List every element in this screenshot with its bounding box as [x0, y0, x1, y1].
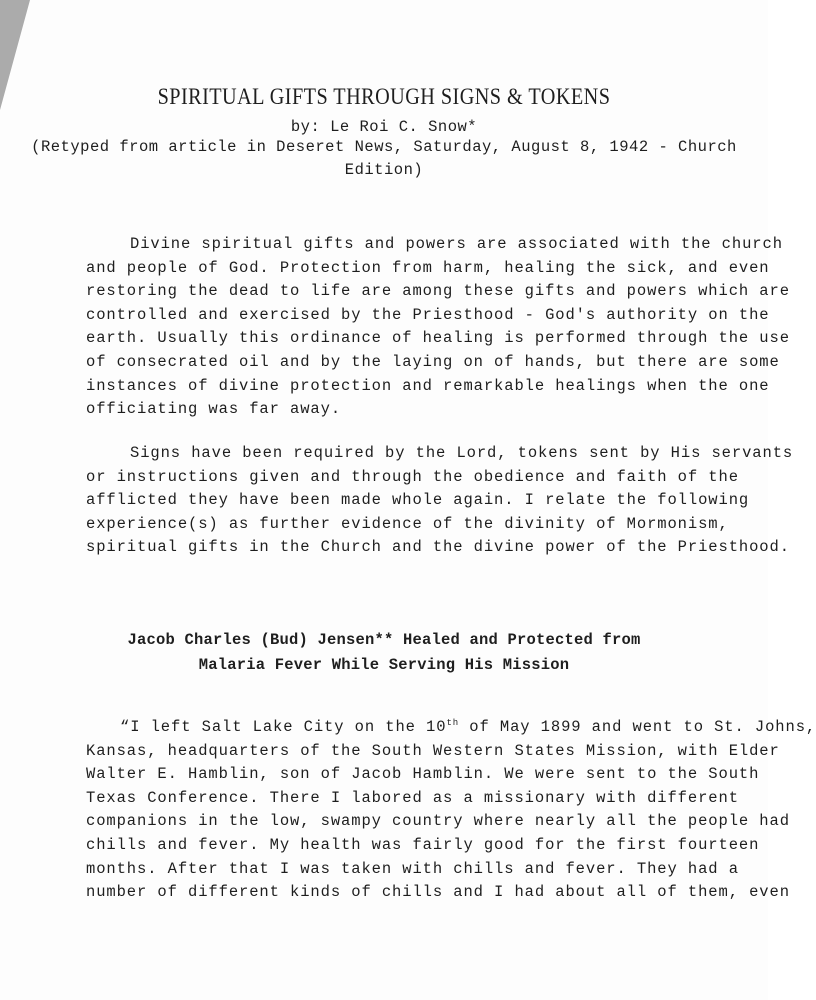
text-line: [86, 716, 816, 740]
paragraph-2: [86, 442, 794, 560]
page-corner-shadow: [0, 0, 30, 110]
text-line: officiating was far away.: [86, 400, 342, 419]
text-line: Signs have been required by the Lord, tokens sent by His servants: [130, 444, 794, 462]
text-line: companions in the low, swampy country where nearly all the people had: [86, 812, 790, 831]
text-line: Texas Conference. There I labored as a missionary with different: [86, 788, 739, 807]
document-title: SPIRITUAL GIFTS THROUGH SIGNS & TOKENS: [157, 84, 611, 109]
text-line: restoring the dead to life are among these gifts and powers which are: [86, 282, 790, 301]
text-fragment: of May 1899 and went to St. Johns,: [459, 718, 816, 736]
paragraph-3: [86, 716, 816, 905]
source-note-line-2: Edition): [344, 161, 424, 179]
text-line: and people of God. Protection from harm, healing the sick, and even: [86, 258, 770, 277]
section-heading-line-2: Malaria Fever While Serving His Mission: [198, 656, 570, 674]
text-line: chills and fever. My health was fairly good for the first fourteen: [86, 835, 760, 854]
source-note-line-1: (Retyped from article in Deseret News, Saturday, August 8, 1942 - Church: [31, 138, 737, 156]
author-byline: by: Le Roi C. Snow*: [290, 118, 478, 136]
text-line: Divine spiritual gifts and powers are associated with the church: [130, 235, 783, 253]
text-line: of consecrated oil and by the laying on of hands, but there are some: [86, 352, 780, 371]
text-line: Kansas, headquarters of the South Western States Mission, with Elder: [86, 741, 780, 760]
text-line: experience(s) as further evidence of the divinity of Mormonism,: [86, 514, 729, 533]
text-line: earth. Usually this ordinance of healing is performed through the use: [86, 329, 790, 348]
text-line: months. After that I was taken with chills and fever. They had a: [86, 859, 739, 878]
text-line: spiritual gifts in the Church and the divine power of the Priesthood.: [86, 538, 790, 557]
text-line: number of different kinds of chills and I had about all of them, even: [86, 883, 790, 902]
text-line: afflicted they have been made whole again. I relate the following: [86, 491, 750, 510]
section-heading-line-1: Jacob Charles (Bud) Jensen** Healed and Protected from: [127, 631, 641, 649]
text-fragment: “I left Salt Lake City on the 10: [120, 718, 447, 736]
text-line: controlled and exercised by the Priesthood - God's authority on the: [86, 305, 770, 324]
paragraph-1: [86, 233, 790, 422]
text-line: instances of divine protection and remarkable healings when the one: [86, 376, 770, 395]
ordinal-superscript: th: [446, 717, 460, 728]
text-line: or instructions given and through the obedience and faith of the: [86, 467, 739, 486]
text-line: Walter E. Hamblin, son of Jacob Hamblin. We were sent to the South: [86, 765, 760, 784]
